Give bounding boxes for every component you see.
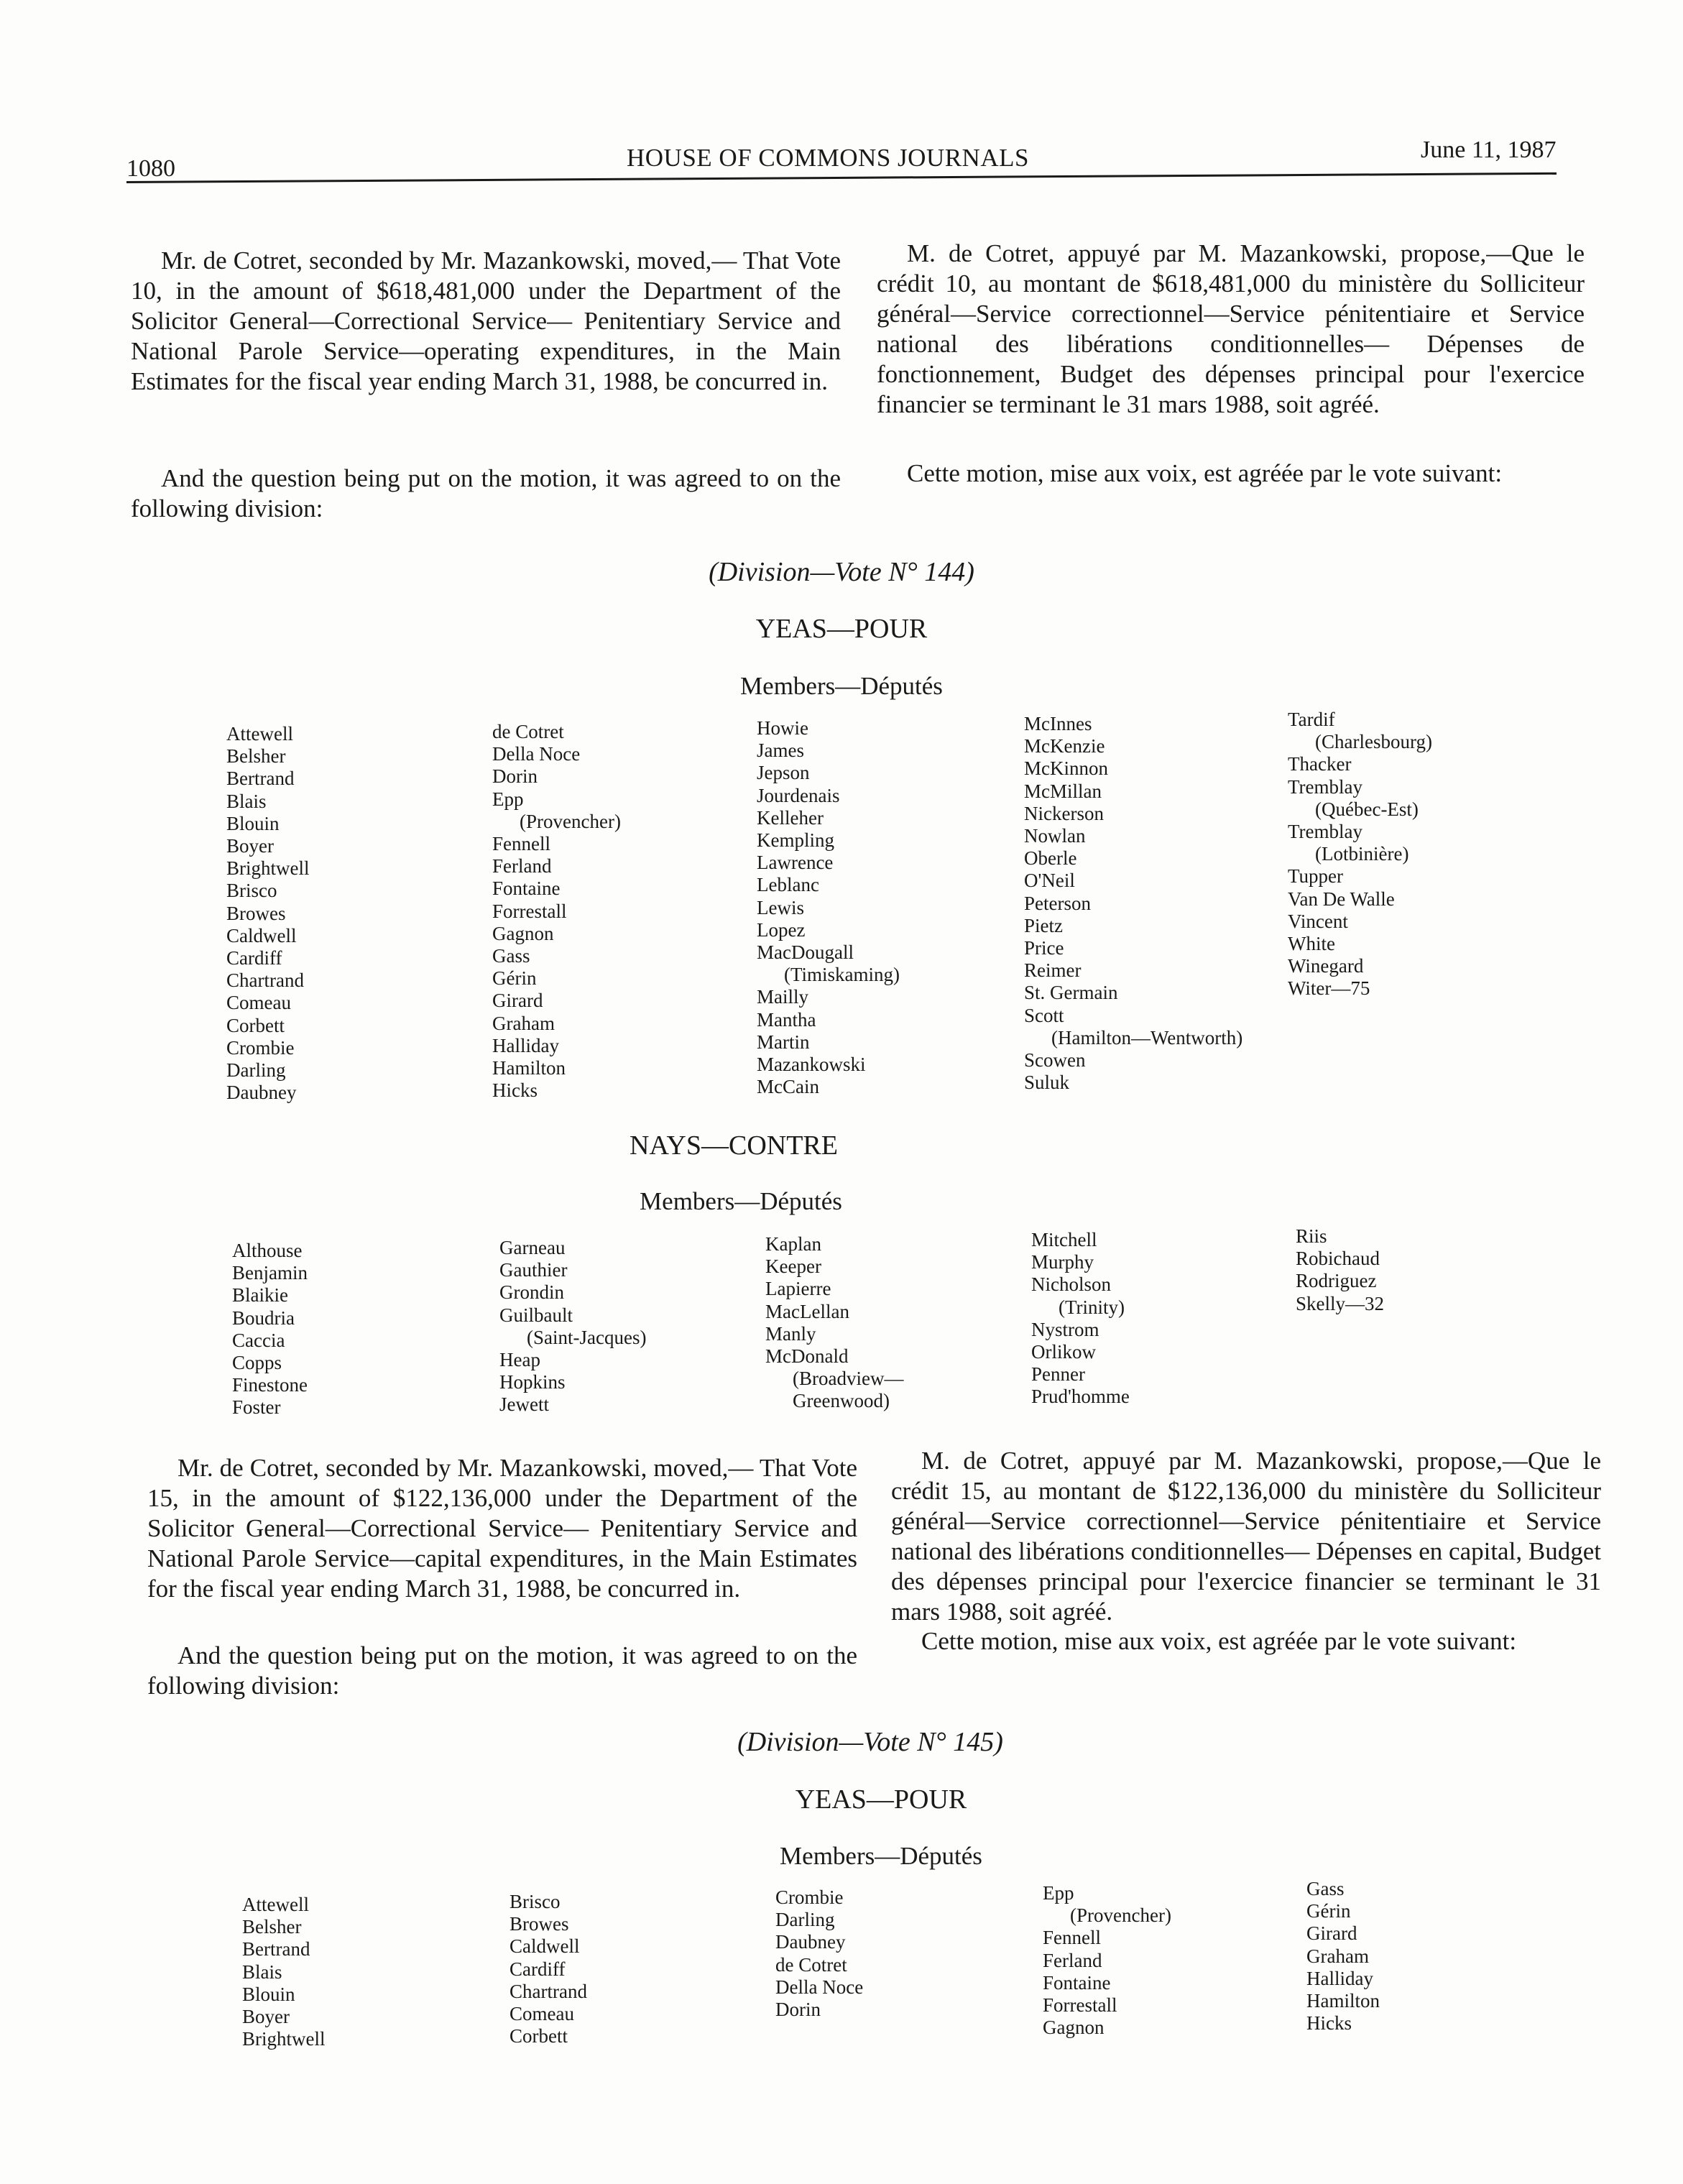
motion1-english (131, 246, 841, 397)
member-name: Fontaine (1043, 1971, 1111, 1994)
member-name: Ferland (1043, 1949, 1102, 1971)
member-name: Corbett (509, 2025, 568, 2047)
division144-yeas-heading: YEAS—POUR (755, 614, 928, 644)
member-name: Orlikow (1031, 1341, 1096, 1363)
member-name: Darling (775, 1909, 835, 1931)
member-name: Gérin (1306, 1900, 1351, 1922)
member-name: Della Noce (775, 1976, 864, 1998)
member-name: Darling (226, 1059, 286, 1082)
member-name: Hopkins (499, 1371, 566, 1393)
motion1-french (877, 239, 1585, 420)
member-name: Boudria (232, 1307, 295, 1329)
member-name: Gass (1306, 1878, 1345, 1899)
member-name: Mitchell (1031, 1229, 1097, 1250)
member-name: Girard (1306, 1922, 1357, 1945)
member-name: Kempling (757, 829, 834, 852)
member-name: Lawrence (757, 852, 834, 874)
member-name: Gérin (492, 967, 537, 990)
member-name: Brisco (226, 880, 277, 902)
member-name: Martin (757, 1031, 810, 1053)
member-name: James (757, 739, 804, 762)
member-name: Jourdenais (757, 784, 840, 806)
member-name: Copps (232, 1352, 282, 1374)
motion1-fr-text: M. de Cotret, appuyé par M. Mazankowski, propose,—Que le crédit 10, au montant de $618,481,000 du ministère du Solliciteur général—Service correctionnel—Service pénitentiaire et Service national des libérations conditionnelles— Dépenses de fonctionnement, Budget des dépenses principal pour l'exercice financier se terminant le 31 mars 1988, soit agréé. (877, 239, 1585, 418)
division145-yeas-col1 (242, 1894, 326, 2050)
member-name: Blais (226, 790, 267, 812)
member-name: Browes (226, 902, 286, 924)
division144-nays-members: Members—Députés (640, 1187, 842, 1215)
member-name: Althouse (232, 1240, 303, 1261)
journal-title: HOUSE OF COMMONS JOURNALS (627, 144, 1029, 172)
member-name: Epp (1043, 1882, 1074, 1904)
member-name: McMillan (1024, 780, 1102, 802)
division144-yeas-col1 (226, 723, 310, 1104)
riding-name: (Timiskaming) (784, 964, 900, 986)
member-name: Tremblay (1288, 821, 1363, 843)
division144-yeas-members: Members—Députés (740, 672, 943, 700)
member-name: Tupper (1288, 865, 1344, 888)
member-name: Leblanc (757, 874, 819, 896)
member-name: Daubney (775, 1931, 846, 1953)
member-name: de Cotret (775, 1953, 847, 1976)
member-name: Caldwell (509, 1935, 580, 1958)
member-name: Chartrand (226, 969, 304, 992)
member-name: Guilbault (499, 1304, 573, 1326)
member-name: Keeper (765, 1255, 821, 1278)
member-name: Finestone (232, 1374, 308, 1396)
member-name: Gagnon (492, 922, 554, 944)
member-name: Boyer (242, 2006, 290, 2028)
member-name: Epp (492, 788, 524, 810)
member-name: Daubney (226, 1082, 297, 1104)
riding-name: (Lotbinière) (1315, 843, 1409, 865)
member-name: MacLellan (765, 1300, 849, 1322)
motion2-fr-text: M. de Cotret, appuyé par M. Mazankowski, propose,—Que le crédit 15, au montant de $122,136,000 du ministère du Solliciteur général—Service correctionnel—Service pénitentiaire et Service national des libérations conditionnelles— Dépenses en capital, Budget des dépenses principal pour l'exercice financier se terminant le 31 mars 1988, soit agréé. (891, 1447, 1601, 1626)
riding-name: (Québec-Est) (1315, 798, 1419, 820)
member-name: Kaplan (765, 1233, 821, 1255)
motion1-en-text: Mr. de Cotret, seconded by Mr. Mazankowski, moved,— That Vote 10, in the amount of $618,481,000 under the Department of the Solicitor General—Correctional Service— Penitentiary Service and National Parole Service—operating expenditures, in the Main Estimates for the fiscal year ending March 31, 1988, be concurred in. (131, 246, 841, 395)
member-name: Gauthier (499, 1259, 568, 1281)
member-name: Attewell (242, 1894, 309, 1915)
division144-nays-col2 (499, 1237, 646, 1416)
member-name: Price (1024, 937, 1064, 959)
riding-name: (Hamilton—Wentworth) (1051, 1026, 1243, 1049)
member-name: Comeau (226, 992, 291, 1014)
member-name: Vincent (1288, 910, 1348, 932)
riding-name: (Provencher) (1070, 1904, 1171, 1927)
motion1-question-english (131, 464, 841, 524)
motion2-en-question: And the question being put on the motion, it was agreed to on the following division: (147, 1641, 857, 1700)
member-name: St. Germain (1024, 982, 1118, 1004)
member-name: Dorin (492, 765, 538, 788)
member-name: Thacker (1288, 753, 1352, 775)
member-name: Kelleher (757, 806, 824, 829)
member-name: Suluk (1024, 1072, 1070, 1094)
member-name: Gass (492, 945, 530, 967)
member-name: MacDougall (757, 941, 854, 964)
member-name: Brisco (509, 1891, 561, 1912)
division144-yeas-col3 (757, 717, 900, 1098)
member-name: Attewell (226, 723, 293, 745)
riding-name: Greenwood) (793, 1390, 890, 1412)
member-name: Brightwell (226, 857, 310, 880)
member-name: Pietz (1024, 914, 1063, 936)
member-name: Bertrand (242, 1938, 310, 1960)
motion1-question-french (877, 459, 1585, 489)
member-name: McCain (757, 1076, 819, 1098)
division145-yeas-col2 (509, 1891, 587, 2047)
member-name: Rodriguez (1296, 1270, 1377, 1292)
member-name: Lapierre (765, 1278, 831, 1300)
member-name: Boyer (226, 835, 274, 857)
division144-title: (Division—Vote N° 144) (709, 557, 974, 587)
member-name: Forrestall (492, 900, 567, 922)
member-name: Graham (492, 1012, 555, 1034)
member-name: Blouin (226, 812, 280, 834)
member-name: Skelly—32 (1296, 1292, 1385, 1314)
member-name: Riis (1296, 1225, 1327, 1247)
page-number: 1080 (126, 155, 175, 182)
riding-name: (Trinity) (1059, 1296, 1125, 1318)
division145-yeas-heading: YEAS—POUR (795, 1784, 967, 1815)
member-name: McInnes (1024, 713, 1092, 734)
division144-nays-col1 (232, 1240, 308, 1419)
member-name: Murphy (1031, 1251, 1094, 1273)
member-name: Lewis (757, 896, 804, 918)
member-name: Caldwell (226, 924, 297, 946)
riding-name: (Charlesbourg) (1315, 731, 1432, 753)
member-name: Foster (232, 1396, 281, 1419)
member-name: Fennell (492, 833, 550, 855)
member-name: Winegard (1288, 955, 1364, 977)
member-name: McKenzie (1024, 735, 1105, 757)
member-name: Dorin (775, 1999, 821, 2021)
member-name: Oberle (1024, 847, 1077, 870)
riding-name: (Saint-Jacques) (527, 1326, 647, 1348)
member-name: Bertrand (226, 768, 295, 790)
riding-name: (Provencher) (520, 810, 621, 832)
member-name: Mantha (757, 1008, 816, 1031)
member-name: Blouin (242, 1983, 295, 2005)
division144-yeas-col4 (1024, 713, 1242, 1094)
motion2-english (147, 1453, 857, 1604)
member-name: Crombie (226, 1036, 295, 1059)
member-name: Howie (757, 717, 808, 739)
division144-nays-col5 (1296, 1225, 1384, 1315)
member-name: Van De Walle (1288, 888, 1395, 910)
member-name: White (1288, 933, 1335, 955)
member-name: Nystrom (1031, 1318, 1099, 1340)
member-name: Jepson (757, 762, 810, 784)
division145-yeas-members: Members—Députés (780, 1842, 982, 1870)
member-name: Robichaud (1296, 1248, 1380, 1270)
member-name: Fennell (1043, 1927, 1101, 1949)
member-name: Blais (242, 1960, 282, 1983)
member-name: Nicholson (1031, 1273, 1111, 1296)
member-name: Heap (499, 1349, 540, 1371)
member-name: Corbett (226, 1014, 285, 1036)
member-name: Della Noce (492, 743, 581, 765)
member-name: McKinnon (1024, 757, 1108, 780)
member-name: Jewett (499, 1393, 549, 1416)
member-name: Forrestall (1043, 1994, 1117, 2017)
member-name: Benjamin (232, 1262, 308, 1284)
member-name: McDonald (765, 1345, 849, 1368)
division145-yeas-col3 (775, 1886, 863, 2021)
member-name: Cardiff (509, 1958, 566, 1980)
member-name: Tardif (1288, 709, 1335, 730)
member-name: Manly (765, 1322, 816, 1345)
member-name: Prud'homme (1031, 1386, 1130, 1408)
member-name: Tremblay (1288, 775, 1363, 798)
member-name: Chartrand (509, 1980, 587, 2002)
division145-yeas-col4 (1043, 1882, 1171, 2039)
member-name: Peterson (1024, 892, 1091, 914)
division145-title: (Division—Vote N° 145) (737, 1727, 1003, 1757)
header-rule (126, 172, 1557, 183)
member-name: Nickerson (1024, 802, 1104, 824)
member-name: Scowen (1024, 1049, 1086, 1072)
member-name: Scott (1024, 1004, 1064, 1026)
member-name: Halliday (492, 1034, 559, 1056)
division144-nays-col4 (1031, 1229, 1130, 1409)
member-name: Witer—75 (1288, 977, 1370, 1000)
member-name: Graham (1306, 1945, 1369, 1967)
member-name: Belsher (242, 1916, 302, 1938)
member-name: Belsher (226, 745, 286, 768)
division144-nays-col3 (765, 1233, 903, 1413)
member-name: Caccia (232, 1329, 285, 1351)
member-name: Mailly (757, 986, 808, 1008)
member-name: Mazankowski (757, 1054, 866, 1076)
member-name: Browes (509, 1913, 569, 1935)
member-name: Brightwell (242, 2028, 326, 2050)
member-name: Hamilton (492, 1057, 566, 1079)
member-name: Grondin (499, 1281, 564, 1304)
member-name: Garneau (499, 1237, 566, 1258)
motion2-en-text: Mr. de Cotret, seconded by Mr. Mazankowski, moved,— That Vote 15, in the amount of $122,136,000 under the Department of the Solicitor General—Correctional Service— Penitentiary Service and National Parole Service—capital expenditures, in the Main Estimates for the fiscal year ending March 31, 1988, be concurred in. (147, 1454, 857, 1603)
member-name: Reimer (1024, 959, 1082, 982)
member-name: Nowlan (1024, 825, 1086, 847)
member-name: O'Neil (1024, 870, 1075, 892)
member-name: Crombie (775, 1886, 844, 1908)
member-name: Girard (492, 990, 543, 1012)
division144-yeas-col5 (1288, 709, 1432, 1000)
member-name: Lopez (757, 918, 806, 941)
member-name: Ferland (492, 855, 552, 877)
motion1-en-question: And the question being put on the motion, it was agreed to on the following division: (131, 464, 841, 522)
journal-date: June 11, 1987 (1421, 137, 1557, 163)
member-name: Cardiff (226, 947, 282, 969)
motion2-question-english (147, 1641, 857, 1701)
member-name: de Cotret (492, 721, 564, 742)
member-name: Gagnon (1043, 2017, 1105, 2039)
member-name: Penner (1031, 1363, 1085, 1386)
member-name: Hicks (492, 1079, 538, 1102)
riding-name: (Broadview— (793, 1368, 904, 1390)
member-name: Hamilton (1306, 1990, 1380, 2012)
motion2-question-french (891, 1626, 1601, 1657)
division144-yeas-col2 (492, 721, 621, 1102)
motion1-fr-question: Cette motion, mise aux voix, est agréée par le vote suivant: (907, 459, 1503, 487)
member-name: Hicks (1306, 2012, 1352, 2035)
motion2-fr-question: Cette motion, mise aux voix, est agréée par le vote suivant: (921, 1627, 1517, 1655)
motion2-french (891, 1446, 1601, 1627)
member-name: Fontaine (492, 877, 561, 900)
member-name: Halliday (1306, 1967, 1373, 1989)
member-name: Blaikie (232, 1284, 288, 1307)
member-name: Comeau (509, 2003, 574, 2025)
division145-yeas-col5 (1306, 1878, 1380, 2035)
division144-nays-heading: NAYS—CONTRE (630, 1130, 838, 1161)
